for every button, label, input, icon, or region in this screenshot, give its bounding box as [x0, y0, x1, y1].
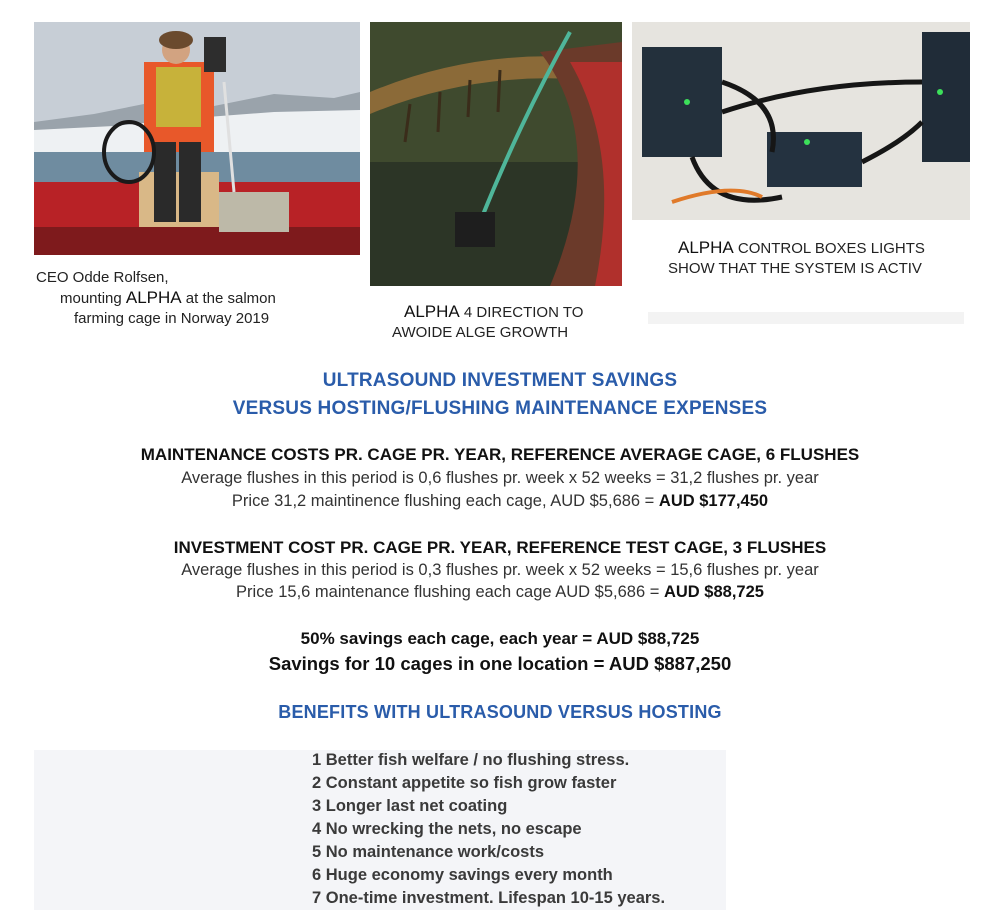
- investment-line1: Average flushes in this period is 0,3 flushes pr. week x 52 weeks = 15,6 flushes pr. year: [181, 561, 819, 579]
- rope-caption-post: 4 DIRECTION TO: [459, 304, 584, 321]
- ceo-caption-pre: mounting: [60, 290, 126, 307]
- benefit-item: 1 Better fish welfare / no flushing stress.: [312, 751, 630, 769]
- faint-divider: [648, 312, 964, 324]
- box-caption-alpha: ALPHA: [678, 238, 734, 257]
- investment-heading: INVESTMENT COST PR. CAGE PR. YEAR, REFERENCE TEST CAGE, 3 FLUSHES: [173, 538, 827, 557]
- maintenance-line2-text: Price 31,2 maintinence flushing each cage, AUD $5,686 =: [231, 492, 659, 510]
- rope-caption-alpha: ALPHA: [404, 302, 460, 321]
- ceo-caption-post: at the salmon: [181, 290, 276, 307]
- investment-line2-text: Price 15,6 maintenance flushing each cage AUD $5,686 =: [236, 583, 664, 601]
- savings-line1: 50% savings each cage, each year = AUD $88,725: [300, 629, 700, 648]
- benefit-item: 4 No wrecking the nets, no escape: [312, 820, 582, 838]
- benefit-item: 5 No maintenance work/costs: [312, 843, 544, 861]
- investment-line2: [0, 583, 1000, 602]
- maintenance-line1: Average flushes in this period is 0,6 flushes pr. week x 52 weeks = 31,2 flushes pr. year: [181, 469, 819, 487]
- savings-line2: Savings for 10 cages in one location = AUD $887,250: [268, 653, 732, 674]
- ceo-caption: [36, 268, 366, 329]
- control-box-photo: [632, 22, 970, 220]
- maintenance-line2: [0, 492, 1000, 511]
- benefit-item: 7 One-time investment. Lifespan 10-15 years.: [312, 889, 666, 907]
- maintenance-heading: MAINTENANCE COSTS PR. CAGE PR. YEAR, REFERENCE AVERAGE CAGE, 6 FLUSHES: [140, 445, 860, 464]
- title-line2: VERSUS HOSTING/FLUSHING MAINTENANCE EXPENSES: [232, 398, 768, 419]
- box-caption-line2: SHOW THAT THE SYSTEM IS ACTIV: [668, 260, 922, 277]
- box-caption: [668, 238, 968, 279]
- benefit-item: 3 Longer last net coating: [312, 797, 508, 815]
- rope-caption-line2: AWOIDE ALGE GROWTH: [392, 324, 569, 341]
- rope-photo: [370, 22, 622, 286]
- investment-total: AUD $88,725: [663, 583, 764, 601]
- ceo-caption-line3: farming cage in Norway 2019: [74, 310, 270, 327]
- ceo-caption-line1: CEO Odde Rolfsen,: [36, 269, 169, 286]
- benefits-heading: BENEFITS WITH ULTRASOUND VERSUS HOSTING: [278, 702, 722, 722]
- ceo-photo: [34, 22, 360, 255]
- box-caption-post: CONTROL BOXES LIGHTS: [733, 240, 925, 257]
- title-line1: ULTRASOUND INVESTMENT SAVINGS: [322, 370, 678, 391]
- ceo-caption-alpha: ALPHA: [125, 288, 182, 307]
- maintenance-total: AUD $177,450: [658, 492, 769, 510]
- rope-caption: [392, 302, 632, 343]
- benefit-item: 6 Huge economy savings every month: [312, 866, 613, 884]
- benefit-item: 2 Constant appetite so fish grow faster: [312, 774, 617, 792]
